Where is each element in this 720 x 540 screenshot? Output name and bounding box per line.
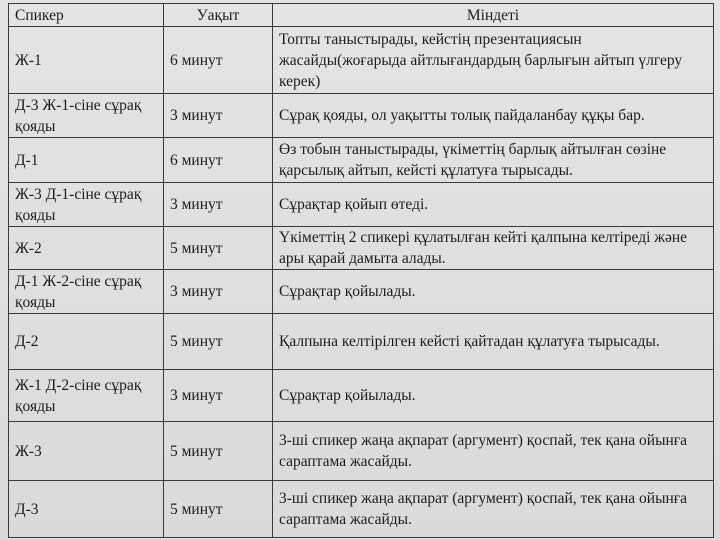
task-cell: Қалпына келтірілген кейсті қайтадан құлатуға тырысады. [273,314,714,370]
time-cell: 6 минут [164,27,273,94]
task-cell: Сұрақтар қойылады. [273,270,714,314]
task-cell: Сұрақтар қойып өтеді. [273,183,714,227]
task-cell: Топты таныстырады, кейстің презентациясын жасайды(жоғарыда айтлығандардың барлығын айтып үлгеру керек) [273,27,714,94]
time-cell: 5 минут [164,481,273,538]
table-row [9,481,714,538]
header-task: Міндеті [273,4,714,27]
debate-schedule-table [8,3,714,538]
task-cell: Үкіметтің 2 спикері құлатылған кейті қалпына келтіреді және ары қарай дамыта алады. [273,227,714,270]
speaker-cell: Ж-2 [9,227,164,270]
task-cell: Өз тобын таныстырады, үкіметтің барлық айтылған сөзіне қарсылық айтып, кейсті құлатуға тырысады. [273,138,714,183]
speaker-cell: Д-1 Ж-2-сіне сұрақ қояды [9,270,164,314]
speaker-cell: Д-3 Ж-1-сіне сұрақ қояды [9,94,164,138]
header-speaker: Спикер [9,4,164,27]
speaker-cell: Д-3 [9,481,164,538]
time-cell: 3 минут [164,94,273,138]
table-row [9,27,714,94]
table-row [9,183,714,227]
header-time: Уақыт [164,4,273,27]
table-row [9,270,714,314]
table-row [9,94,714,138]
speaker-cell: Д-1 [9,138,164,183]
table-row [9,138,714,183]
time-cell: 5 минут [164,422,273,481]
task-cell: Сұрақ қояды, ол уақытты толық пайдаланбау құқы бар. [273,94,714,138]
speaker-cell: Ж-1 Д-2-сіне сұрақ қояды [9,370,164,422]
speaker-cell: Ж-3 Д-1-сіне сұрақ қояды [9,183,164,227]
time-cell: 3 минут [164,370,273,422]
table-row [9,314,714,370]
time-cell: 5 минут [164,314,273,370]
time-cell: 3 минут [164,183,273,227]
table-header-row [9,4,714,27]
speaker-cell: Ж-1 [9,27,164,94]
task-cell: 3-ші спикер жаңа ақпарат (аргумент) қоспай, тек қана ойынға сараптама жасайды. [273,481,714,538]
table-row [9,422,714,481]
task-cell: Сұрақтар қойылады. [273,370,714,422]
table-row [9,370,714,422]
table-row [9,227,714,270]
time-cell: 3 минут [164,270,273,314]
speaker-cell: Д-2 [9,314,164,370]
time-cell: 5 минут [164,227,273,270]
task-cell: 3-ші спикер жаңа ақпарат (аргумент) қоспай, тек қана ойынға сараптама жасайды. [273,422,714,481]
time-cell: 6 минут [164,138,273,183]
speaker-cell: Ж-3 [9,422,164,481]
